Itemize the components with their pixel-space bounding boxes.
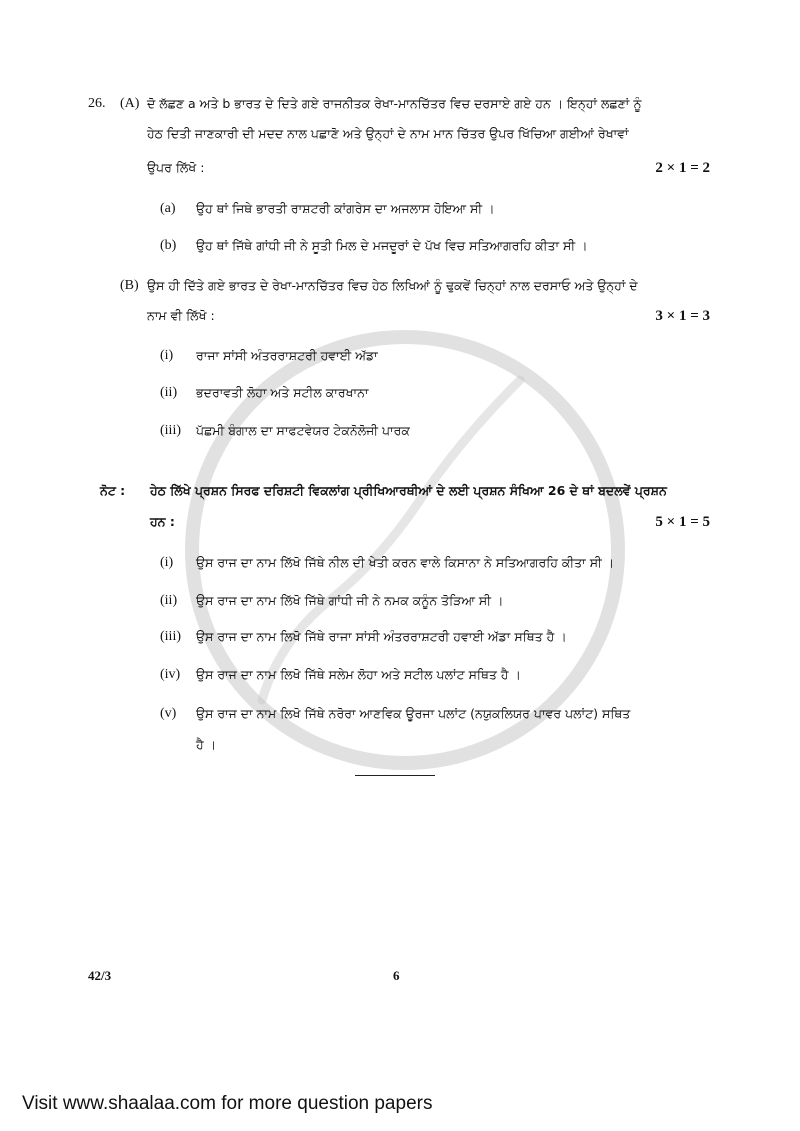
part-a-line: ਦੋ ਲੱਛਣ a ਅਤੇ b ਭਾਰਤ ਦੇ ਦਿਤੇ ਗਏ ਰਾਜਨੀਤਕ ਰੇਖਾ-ਮਾਨਚਿੱਤਰ ਵਿਚ ਦਰਸਾਏ ਗਏ ਹਨ । ਇਨ੍ਹਾਂ ਲਛਣਾਂ ਨੂੰ xyxy=(147,96,642,111)
item-text: ਉਹ ਥਾਂ ਜਿਥੇ ਭਾਰਤੀ ਰਾਸ਼ਟਰੀ ਕਾਂਗਰੇਸ ਦਾ ਅਜਲਾਸ ਹੋਇਆ ਸੀ । xyxy=(196,201,495,216)
part-b-label: (B) xyxy=(120,278,139,293)
part-b-line: ਨਾਮ ਵੀ ਲਿੱਖੋ : xyxy=(147,308,215,323)
item-text-continued: ਹੈ । xyxy=(196,737,217,752)
item-label: (v) xyxy=(160,706,177,721)
item-label: (i) xyxy=(160,348,174,363)
item-label: (iv) xyxy=(160,667,181,682)
note-line: ਹਨ : xyxy=(150,514,175,529)
note-marks: 5 × 1 = 5 xyxy=(655,514,710,530)
item-text: ਉਸ ਰਾਜ ਦਾ ਨਾਮ ਲਿਖੋ ਜਿੱਥੇ ਨਰੋਰਾ ਆਣਵਿਕ ਊਰਜਾ ਪਲਾਂਟ (ਨਯੁਕਲਿਯਰ ਪਾਵਰ ਪਲਾਂਟ) ਸਥਿਤ xyxy=(196,706,631,721)
paper-code: 42/3 xyxy=(88,968,112,983)
note-label: ਨੋਟ : xyxy=(100,483,126,498)
part-b-line: ਉਸ ਹੀ ਦਿੱਤੇ ਗਏ ਭਾਰਤ ਦੇ ਰੇਖਾ-ਮਾਨਚਿੱਤਰ ਵਿਚ ਹੇਠ ਲਿਖਿਆਂ ਨੂੰ ਢੁਕਵੇਂ ਚਿਨ੍ਹਾਂ ਨਾਲ ਦਰਸਾਓ ਅਤੇ ਉਨ੍ਹਾਂ ਦੇ xyxy=(147,278,638,293)
part-b-marks: 3 × 1 = 3 xyxy=(655,308,710,324)
item-text: ਰਾਜਾ ਸਾਂਸੀ ਅੰਤਰਰਾਸ਼ਟਰੀ ਹਵਾਈ ਅੱਡਾ xyxy=(196,348,378,363)
item-label: (ii) xyxy=(160,593,178,608)
item-label: (i) xyxy=(160,555,174,570)
end-rule xyxy=(355,775,435,776)
item-label: (b) xyxy=(160,238,177,253)
page-number: 6 xyxy=(393,968,400,983)
item-label: (iii) xyxy=(160,423,181,438)
item-text: ਉਸ ਰਾਜ ਦਾ ਨਾਮ ਲਿਖੋ ਜਿੱਥੇ ਰਾਜਾ ਸਾਂਸੀ ਅੰਤਰਰਾਸ਼ਟਰੀ ਹਵਾਈ ਅੱਡਾ ਸਥਿਤ ਹੈ । xyxy=(196,629,567,644)
item-label: (a) xyxy=(160,201,176,216)
item-label: (iii) xyxy=(160,629,181,644)
part-a-line: ਉਪਰ ਲਿੱਖੋ : xyxy=(147,160,205,175)
item-text: ਉਹ ਥਾਂ ਜਿੱਥੇ ਗਾਂਧੀ ਜੀ ਨੇ ਸੂਤੀ ਮਿਲ ਦੇ ਮਜਦੂਰਾਂ ਦੇ ਪੱਖ ਵਿਚ ਸਤਿਆਗਰਹਿ ਕੀਤਾ ਸੀ । xyxy=(196,238,588,253)
note-line: ਹੇਠ ਲਿੱਖੇ ਪ੍ਰਸ਼ਨ ਸਿਰਫ ਦਰਿਸ਼ਟੀ ਵਿਕਲਾਂਗ ਪ੍ਰੀਖਿਆਰਥੀਆਂ ਦੇ ਲਈ ਪ੍ਰਸ਼ਨ ਸੰਖਿਆ 26 ਦੇ ਥਾਂ ਬਦਲਵੇਂ ਪ੍ਰਸ਼ਨ xyxy=(150,483,667,498)
part-a-marks: 2 × 1 = 2 xyxy=(655,160,710,176)
item-text: ਭਦਰਾਵਤੀ ਲੋਹਾ ਅਤੇ ਸਟੀਲ ਕਾਰਖਾਨਾ xyxy=(196,385,369,400)
item-text: ਪੱਛਮੀ ਬੰਗਾਲ ਦਾ ਸਾਫਟਵੇਯਰ ਟੇਕਨੋਲੋਜੀ ਪਾਰਕ xyxy=(196,423,410,438)
item-text: ਉਸ ਰਾਜ ਦਾ ਨਾਮ ਲਿਖੋ ਜਿੱਥੇ ਸਲੇਮ ਲੋਹਾ ਅਤੇ ਸਟੀਲ ਪਲਾਂਟ ਸਥਿਤ ਹੈ । xyxy=(196,667,521,682)
question-number: 26. xyxy=(88,96,106,111)
part-a-label: (A) xyxy=(120,96,140,111)
part-a-line: ਹੇਠ ਦਿਤੀ ਜਾਣਕਾਰੀ ਦੀ ਮਦਦ ਨਾਲ ਪਛਾਣੋ ਅਤੇ ਉਨ੍ਹਾਂ ਦੇ ਨਾਮ ਮਾਨ ਚਿੱਤਰ ਉਪਰ ਖਿੱਚਿਆ ਗਈਆਂ ਰੇਖਾਵਾਂ xyxy=(147,126,629,141)
item-text: ਉਸ ਰਾਜ ਦਾ ਨਾਮ ਲਿੱਖੋ ਜਿੱਥੇ ਨੀਲ ਦੀ ਖੇਤੀ ਕਰਨ ਵਾਲੇ ਕਿਸਾਨਾ ਨੇ ਸਤਿਆਗਰਹਿ ਕੀਤਾ ਸੀ । xyxy=(196,555,615,570)
visit-banner[interactable]: Visit www.shaalaa.com for more question papers xyxy=(22,1093,433,1114)
item-label: (ii) xyxy=(160,385,178,400)
item-text: ਉਸ ਰਾਜ ਦਾ ਨਾਮ ਲਿੱਖੋ ਜਿੱਥੇ ਗਾਂਧੀ ਜੀ ਨੇ ਨਮਕ ਕਨੂੰਨ ਤੋੜਿਆ ਸੀ । xyxy=(196,593,504,608)
